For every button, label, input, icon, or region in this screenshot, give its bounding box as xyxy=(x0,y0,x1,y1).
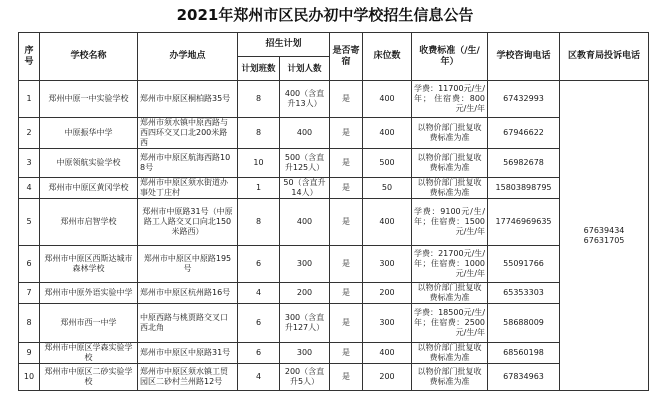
header-plan: 招生计划 xyxy=(238,33,330,57)
cell-people: 400（含直升13人） xyxy=(280,81,330,118)
cell-school: 中原领航实验学校 xyxy=(40,149,138,178)
cell-beds: 300 xyxy=(363,304,412,343)
cell-seq: 7 xyxy=(19,283,40,304)
cell-fee: 以物价部门批复收费标准为准 xyxy=(412,118,488,149)
cell-fee: 以物价部门批复收费标准为准 xyxy=(412,283,488,304)
table-row xyxy=(19,178,649,199)
cell-people: 50（含直升14人） xyxy=(280,178,330,199)
cell-classes: 10 xyxy=(238,149,280,178)
cell-address: 郑州市须水镇中原西路与西四环交叉口北200米路西 xyxy=(138,118,238,149)
header-row xyxy=(19,33,649,57)
cell-beds: 300 xyxy=(363,246,412,283)
cell-people: 200（含直升5人） xyxy=(280,364,330,391)
cell-address: 郑州市中原路31号（中原路工人路交叉口向北150米路西） xyxy=(138,199,238,246)
cell-classes: 6 xyxy=(238,304,280,343)
cell-beds: 400 xyxy=(363,81,412,118)
header-fee: 收费标准（/生/年） xyxy=(412,33,488,81)
cell-address: 郑州市中原区杭州路16号 xyxy=(138,283,238,304)
cell-address: 郑州市中原区航海西路108号 xyxy=(138,149,238,178)
cell-phone: 65353303 xyxy=(488,283,560,304)
page-title: 2021年郑州市区民办初中学校招生信息公告 xyxy=(176,6,474,24)
cell-beds: 500 xyxy=(363,149,412,178)
cell-fee: 以物价部门批复收费标准为准 xyxy=(412,178,488,199)
table-row xyxy=(19,118,649,149)
cell-people: 300 xyxy=(280,343,330,364)
cell-seq: 3 xyxy=(19,149,40,178)
cell-phone: 55091766 xyxy=(488,246,560,283)
cell-school: 郑州市中原外语实验中学 xyxy=(40,283,138,304)
cell-fee: 学费：18500元/生/年；住宿费：2500元/生/年 xyxy=(412,304,488,343)
cell-phone: 15803898795 xyxy=(488,178,560,199)
cell-phone: 56982678 xyxy=(488,149,560,178)
header-classes: 计划班数 xyxy=(238,57,280,81)
cell-seq: 10 xyxy=(19,364,40,391)
cell-fee: 以物价部门批复收费标准为准 xyxy=(412,364,488,391)
cell-school: 郑州市中原区西斯达城市森林学校 xyxy=(40,246,138,283)
cell-beds: 200 xyxy=(363,283,412,304)
table-row xyxy=(19,199,649,246)
cell-school: 郑州中原一中实验学校 xyxy=(40,81,138,118)
cell-classes: 4 xyxy=(238,283,280,304)
cell-classes: 8 xyxy=(238,81,280,118)
cell-seq: 5 xyxy=(19,199,40,246)
cell-phone: 58688009 xyxy=(488,304,560,343)
header-beds: 床位数 xyxy=(363,33,412,81)
cell-people: 400 xyxy=(280,118,330,149)
cell-people: 300 xyxy=(280,246,330,283)
table-row xyxy=(19,246,649,283)
cell-fee: 以物价部门批复收费标准为准 xyxy=(412,149,488,178)
table-row xyxy=(19,364,649,391)
table-row xyxy=(19,283,649,304)
cell-classes: 6 xyxy=(238,343,280,364)
cell-boarding: 是 xyxy=(330,304,363,343)
cell-fee: 以物价部门批复收费标准为准 xyxy=(412,343,488,364)
cell-seq: 2 xyxy=(19,118,40,149)
cell-phone: 67946622 xyxy=(488,118,560,149)
cell-school: 郑州市中原区黄冈学校 xyxy=(40,178,138,199)
cell-boarding: 是 xyxy=(330,246,363,283)
header-address: 办学地点 xyxy=(138,33,238,81)
cell-boarding: 是 xyxy=(330,283,363,304)
cell-boarding: 是 xyxy=(330,118,363,149)
cell-bureau-phone: 67639434 67631705 xyxy=(560,81,649,391)
table-row xyxy=(19,343,649,364)
table-row xyxy=(19,149,649,178)
header-phone: 学校咨询电话 xyxy=(488,33,560,81)
cell-address: 郑州市中原区中原路195号 xyxy=(138,246,238,283)
cell-beds: 200 xyxy=(363,364,412,391)
cell-seq: 8 xyxy=(19,304,40,343)
cell-people: 500（含直升125人） xyxy=(280,149,330,178)
cell-seq: 6 xyxy=(19,246,40,283)
cell-school: 郑州市西一中学 xyxy=(40,304,138,343)
cell-fee: 学费：9100元/生/年；住宿费：1500元/生/年 xyxy=(412,199,488,246)
admissions-table xyxy=(18,32,649,391)
cell-boarding: 是 xyxy=(330,364,363,391)
cell-classes: 4 xyxy=(238,364,280,391)
cell-school: 郑州市中原区学森实验学校 xyxy=(40,343,138,364)
cell-fee: 学费：21700元/生/年；住宿费：1000元/生/年 xyxy=(412,246,488,283)
cell-boarding: 是 xyxy=(330,149,363,178)
cell-boarding: 是 xyxy=(330,343,363,364)
cell-beds: 400 xyxy=(363,199,412,246)
header-school: 学校名称 xyxy=(40,33,138,81)
cell-phone: 17746969635 xyxy=(488,199,560,246)
cell-address: 郑州市中原区中原路31号 xyxy=(138,343,238,364)
cell-beds: 400 xyxy=(363,343,412,364)
cell-classes: 8 xyxy=(238,118,280,149)
cell-classes: 1 xyxy=(238,178,280,199)
cell-fee: 学费：11700元/生/年； 住宿费：800元/生/年 xyxy=(412,81,488,118)
cell-phone: 68560198 xyxy=(488,343,560,364)
table-row xyxy=(19,304,649,343)
cell-classes: 6 xyxy=(238,246,280,283)
cell-boarding: 是 xyxy=(330,199,363,246)
header-bureau: 区教育局投诉电话 xyxy=(560,33,649,81)
header-people: 计划人数 xyxy=(280,57,330,81)
cell-address: 郑州市中原区须水街道办事处丁庄村 xyxy=(138,178,238,199)
cell-phone: 67834963 xyxy=(488,364,560,391)
cell-school: 中原振华中学 xyxy=(40,118,138,149)
cell-address: 郑州市中原区须水镇工贸园区二砂村兰州路12号 xyxy=(138,364,238,391)
cell-school: 郑州市启智学校 xyxy=(40,199,138,246)
cell-boarding: 是 xyxy=(330,178,363,199)
cell-seq: 9 xyxy=(19,343,40,364)
cell-people: 200 xyxy=(280,283,330,304)
cell-address: 中原西路与桃贾路交叉口西北角 xyxy=(138,304,238,343)
cell-beds: 50 xyxy=(363,178,412,199)
cell-phone: 67432993 xyxy=(488,81,560,118)
header-seq: 序号 xyxy=(19,33,40,81)
cell-seq: 1 xyxy=(19,81,40,118)
cell-classes: 8 xyxy=(238,199,280,246)
cell-boarding: 是 xyxy=(330,81,363,118)
table-row xyxy=(19,81,649,118)
header-boarding: 是否寄宿 xyxy=(330,33,363,81)
cell-people: 400 xyxy=(280,199,330,246)
cell-seq: 4 xyxy=(19,178,40,199)
cell-school: 郑州市中原区二砂实验学校 xyxy=(40,364,138,391)
cell-address: 郑州市中原区桐柏路35号 xyxy=(138,81,238,118)
cell-people: 300（含直升127人） xyxy=(280,304,330,343)
cell-beds: 400 xyxy=(363,118,412,149)
